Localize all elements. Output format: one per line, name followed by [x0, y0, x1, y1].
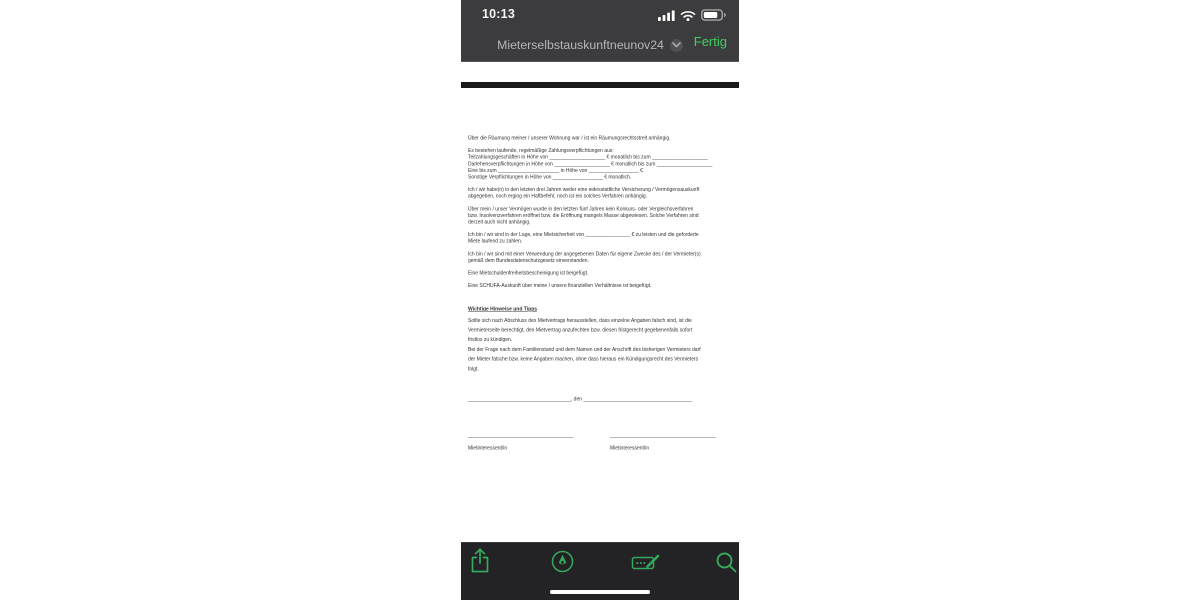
signature-row	[468, 433, 739, 451]
doc-date-line: _____________________________________, den _______________________________________	[468, 396, 692, 403]
doc-paragraph	[468, 135, 739, 142]
page-title: Mieterselbstauskunftneunov24	[497, 38, 664, 52]
doc-text-line: Sollte sich nach Abschluss des Mietvertrags herausstellen, dass einzelne Angaben falsch sind, ist die	[468, 317, 692, 324]
doc-text-line: Teilzahlungsgeschäften in Höhe von ____________________ € monatlich bis zum ____________________	[468, 154, 708, 161]
doc-text-line: fristlos zu kündigen.	[468, 337, 513, 343]
document-page	[461, 88, 739, 451]
signature-left	[468, 433, 574, 451]
doc-paragraph	[468, 283, 739, 290]
nav-bar	[461, 0, 739, 62]
doc-text-line: Eine SCHUFA-Auskunft über meine / unsere finanziellen Verhältnisse ist beigefügt.	[468, 283, 652, 289]
done-button[interactable]: Fertig	[694, 0, 727, 62]
doc-text-line: Sonstige Verpflichtungen in Höhe von __________________ € monatlich.	[468, 174, 632, 181]
doc-text-line: der Mieter falsche bzw. keine Angaben machen, ohne dass hieraus ein Kündigungsrecht des Vermieters	[468, 356, 699, 363]
home-indicator[interactable]	[550, 590, 650, 595]
signature-right	[610, 433, 716, 451]
markup-icon[interactable]	[551, 550, 574, 576]
doc-text-line: Miete laufend zu zahlen.	[468, 238, 523, 245]
doc-text-line: gemäß dem Bundesdatenschutzgesetz einverstanden.	[468, 257, 589, 264]
doc-paragraph	[468, 187, 739, 200]
doc-paragraph	[468, 232, 739, 245]
phone-screen	[461, 0, 739, 600]
doc-paragraph	[468, 316, 739, 345]
doc-paragraph	[468, 345, 739, 374]
doc-paragraph	[468, 270, 739, 277]
doc-text-line: folgt.	[468, 366, 479, 372]
doc-text-line: Eine bis zum ______________________ in Höhe von __________________ €.	[468, 167, 645, 174]
document-page-view[interactable]	[461, 62, 739, 542]
search-icon[interactable]	[715, 551, 737, 576]
doc-text-line: Vermieterseite berechtigt, den Mietvertrag anzufechten bzw. diesen fristgerecht gegebenenfalls sofort	[468, 327, 693, 334]
doc-text-line: Ich / wir habe(n) in den letzten drei Jahren weder eine eidesstattliche Versicherung / Vermögensauskunft	[468, 187, 700, 193]
doc-text-line: Ich bin / wir sind mit einer Verwendung der angegebenen Daten für eigene Zwecke des / der Vermieter(s)	[468, 251, 701, 257]
signature-icon[interactable]	[631, 551, 661, 576]
chevron-down-icon[interactable]	[670, 39, 683, 52]
signature-label: Mietinteressent/in	[468, 445, 508, 451]
doc-text-line: derzeit auch nicht anhängig.	[468, 219, 531, 226]
signature-line: ______________________________________	[610, 433, 716, 439]
signature-line: ______________________________________	[468, 433, 574, 439]
status-time: 10:13	[482, 7, 515, 21]
doc-text-line: Über mein / unser Vermögen wurde in den letzten fünf Jahren kein Konkurs- oder Vergleichsverfahren	[468, 206, 694, 212]
doc-paragraph	[468, 148, 739, 181]
doc-text-line: bzw. Insolvenzverfahren eröffnet bzw. die Eröffnung mangels Masse abgewiesen. Solche Verfahren sind	[468, 212, 699, 219]
share-icon[interactable]	[469, 547, 491, 577]
doc-text-line: abgegeben, noch erging ein Haftbefehl, noch ist ein solches Verfahren anhängig.	[468, 193, 648, 200]
doc-paragraph	[468, 251, 739, 264]
doc-text-line: Es bestehen laufende, regelmäßige Zahlungsverpflichtungen aus:	[468, 148, 614, 154]
document-title-menu[interactable]	[491, 30, 689, 60]
signature-label: Mietinteressent/in	[610, 445, 650, 451]
doc-heading	[468, 306, 739, 313]
cellular-icon	[658, 10, 675, 21]
bottom-toolbar	[461, 542, 739, 600]
doc-paragraph	[468, 206, 739, 226]
doc-text-line: Bei der Frage nach dem Familienstand und dem Namen und der Anschrift des bisherigen Vermieters darf	[468, 346, 701, 353]
doc-text-line: Ich bin / wir sind in der Lage, eine Mietsicherheit von ________________ € zu leisten und die geforderte	[468, 232, 699, 238]
doc-text-line: Über die Räumung meiner / unserer Wohnung war / ist ein Räumungsrechtsstreit anhängig.	[468, 135, 671, 141]
doc-text-line: Wichtige Hinweise und Tipps	[468, 306, 538, 313]
doc-blocks	[468, 135, 739, 374]
doc-text-line: Eine Mietschuldenfreiheitsbescheinigung ist beigefügt.	[468, 270, 589, 277]
doc-text-line: Darlehensverpflichtungen in Höhe von ____________________ € monatlich bis zum ____________________	[468, 161, 713, 167]
